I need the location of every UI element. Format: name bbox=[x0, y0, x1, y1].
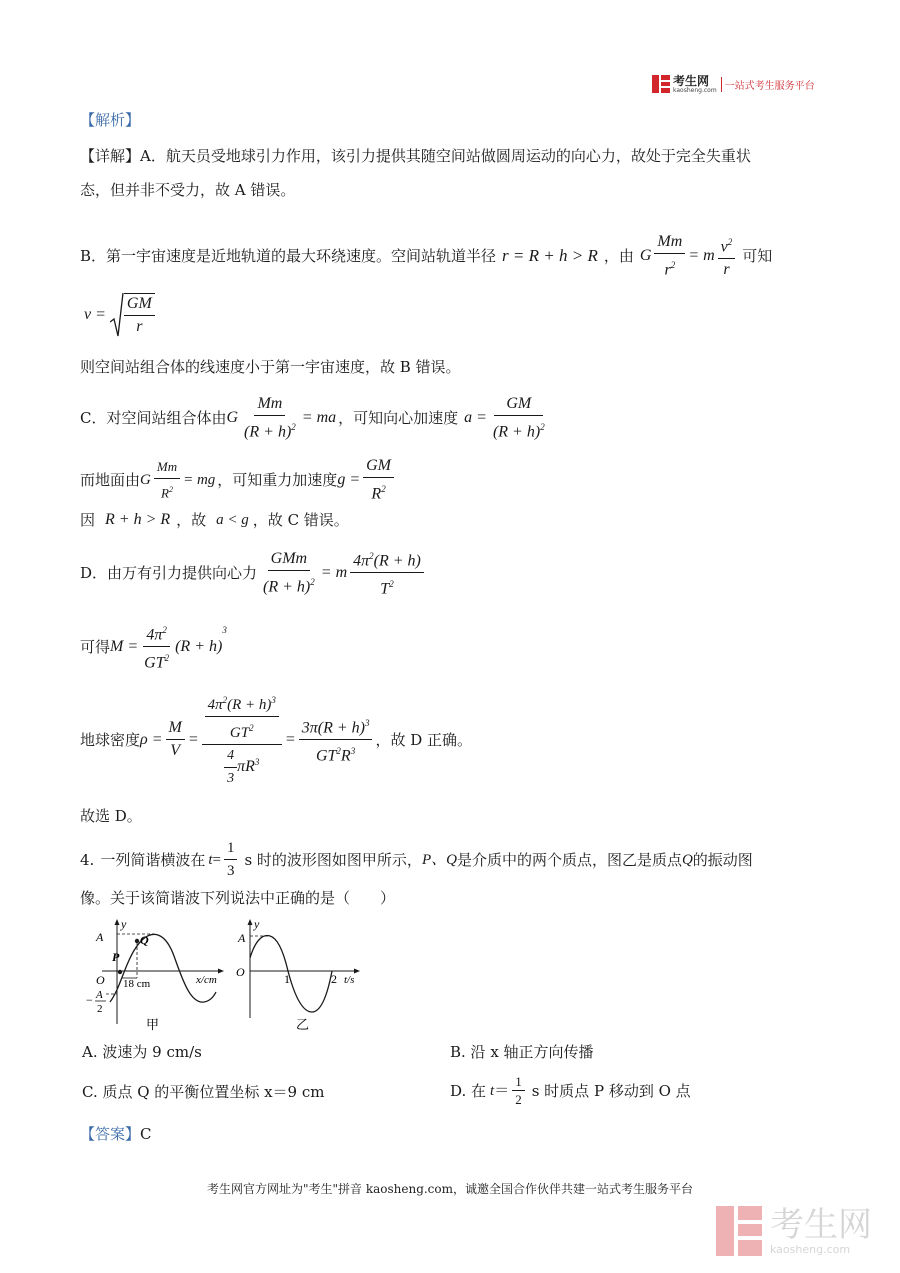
question-stem-line1 bbox=[80, 838, 753, 881]
detail-C-ground bbox=[80, 456, 397, 504]
option-D-half-fraction: $\frac{1}{2}$ bbox=[512, 1074, 525, 1107]
yi-t2-label: 2 bbox=[331, 972, 337, 986]
detail-C-so: ，故 bbox=[176, 511, 207, 529]
detail-tag: 【详解】 bbox=[80, 147, 141, 165]
detail-B-text: B．第一宇宙速度是近地轨道的最大环绕速度。空间站轨道半径 bbox=[80, 247, 497, 266]
question-stem-f: 的振动图 bbox=[692, 850, 753, 869]
watermark-brand: 考生网 bbox=[770, 1205, 872, 1245]
centripetal-force-eq: $\frac{\text{GMm}}{(R + h)^2}$ = m $\frac{4\pi^2(R + h)}{T^2}$ bbox=[257, 546, 427, 600]
question-stem-q: Q bbox=[681, 851, 693, 868]
jia-P-label: P bbox=[112, 950, 120, 964]
question-stem-d: 是介质中的两个质点，图乙是质点 bbox=[456, 850, 682, 869]
sqrt-sign-icon bbox=[110, 292, 124, 338]
detail-C-mid: ，可知向心加速度 bbox=[338, 409, 459, 428]
watermark-sub: kaosheng.com bbox=[770, 1243, 851, 1256]
jia-Q-label: Q bbox=[140, 933, 149, 947]
detail-D-line bbox=[80, 546, 427, 600]
detail-C-because-text: 因 bbox=[80, 511, 96, 529]
header-slogan: 一站式考生服务平台 bbox=[721, 77, 815, 92]
question-number: 4. bbox=[80, 850, 95, 869]
option-D-t: t bbox=[490, 1082, 495, 1099]
jia-A-label: A bbox=[96, 930, 104, 944]
yi-y-label: y bbox=[254, 917, 260, 931]
footer-text: 考生网官方网址为"考生"拼音 kaosheng.com，诚邀全国合作伙伴共建一站式考生服务平台 bbox=[206, 1182, 694, 1196]
yi-x-arrow-icon bbox=[354, 969, 360, 974]
detail-A-text: A．航天员受地球引力作用，该引力提供其随空间站做圆周运动的向心力，故处于完全失重状 bbox=[140, 147, 751, 165]
gravity-accel-eq: g = $\frac{GM}{R^2}$ bbox=[337, 456, 397, 504]
jia-dist-label: 18 cm bbox=[123, 978, 151, 990]
detail-C-ground-mid: ，可知重力加速度 bbox=[217, 471, 338, 490]
question-t: t bbox=[208, 851, 213, 868]
earth-density-eq: ρ = $\frac{M}{V}$ = $\frac{4\pi^2(R + h)^3}{GT^2}$ $\frac{4}{3}$ $\pi R^3$ = $\frac{3\pi(R + h)^3}{GT^2R^3}$ bbox=[140, 690, 375, 789]
detail-C-line bbox=[80, 394, 551, 442]
jia-O-label: O bbox=[96, 973, 105, 987]
velocity-symbol: v = bbox=[84, 306, 106, 323]
yi-t-axis-label: t/s bbox=[344, 974, 355, 986]
detail-D-mass bbox=[80, 620, 227, 674]
yi-vibration-curve bbox=[250, 936, 332, 1012]
detail-D-density bbox=[80, 690, 472, 789]
question-stem-pq: P、Q bbox=[421, 851, 457, 868]
orbit-radius-eq: r = R + h > R bbox=[502, 246, 598, 266]
vibration-graph-yi bbox=[228, 916, 368, 1036]
question-stem-a: 一列简谐横波在 bbox=[100, 850, 206, 869]
point-P-marker bbox=[118, 970, 122, 974]
detail-C-text: C．对空间站组合体由 bbox=[80, 409, 227, 428]
jia-neg-sign: − bbox=[86, 993, 93, 1007]
footer-watermark bbox=[716, 1206, 872, 1256]
yi-t1-label: 1 bbox=[284, 972, 290, 986]
option-D-post: s 时质点 P 移动到 O 点 bbox=[531, 1081, 691, 1100]
option-C[interactable]: C. 质点 Q 的平衡位置坐标 x＝9 cm bbox=[82, 1083, 325, 1101]
detail-C-because bbox=[80, 510, 349, 530]
yi-caption: 乙 bbox=[296, 1018, 310, 1033]
yi-y-arrow-icon bbox=[248, 919, 253, 925]
wave-graph-jia bbox=[82, 916, 232, 1036]
jia-x-label: x/cm bbox=[196, 974, 217, 986]
ground-gravity-eq: G $\frac{Mm}{R^2}$ = mg bbox=[140, 459, 216, 501]
detail-D-end: ，故 D 正确。 bbox=[375, 730, 473, 749]
question-eq: = bbox=[212, 851, 221, 868]
jia-y-label: y bbox=[121, 917, 127, 931]
option-D-pre: D. 在 bbox=[450, 1081, 487, 1100]
detail-B-suffix: 可知 bbox=[742, 247, 773, 266]
detail-B-line bbox=[80, 232, 772, 280]
header-brand-sub: kaosheng.com bbox=[673, 86, 717, 94]
gravity-equation: G $\frac{Mm}{r^2}$ = m $\frac{v^2}{r}$ bbox=[640, 232, 738, 280]
choose-line: 故选 D。 bbox=[80, 807, 142, 825]
detail-B-conclusion: 则空间站组合体的线速度小于第一宇宙速度，故 B 错误。 bbox=[80, 358, 461, 376]
detail-C-end: ，故 C 错误。 bbox=[252, 511, 349, 529]
detail-C-ground-text: 而地面由 bbox=[80, 471, 141, 490]
jia-half-den: 2 bbox=[97, 1003, 103, 1015]
time-third-fraction: $\frac{1}{3}$ bbox=[224, 838, 238, 881]
option-A[interactable]: A. 波速为 9 cm/s bbox=[82, 1043, 202, 1061]
jia-y-arrow-icon bbox=[115, 919, 120, 925]
yi-O-label: O bbox=[236, 965, 245, 979]
answer-value: C bbox=[140, 1125, 152, 1143]
radius-compare-eq: R + h > R bbox=[105, 511, 171, 528]
earth-mass-eq: M = $\frac{4\pi^2}{GT^2}$ (R + h) $^3$ bbox=[110, 620, 227, 674]
header-logo bbox=[652, 72, 815, 96]
option-B[interactable]: B. 沿 x 轴正方向传播 bbox=[450, 1043, 594, 1061]
velocity-formula: v = $\frac{GM}{r}$ bbox=[84, 292, 158, 338]
point-Q-marker bbox=[135, 939, 139, 943]
detail-D-density-text: 地球密度 bbox=[80, 730, 141, 749]
jia-wave-curve bbox=[110, 934, 216, 1002]
detail-B-by: ，由 bbox=[603, 247, 634, 266]
kaosheng-logo-icon bbox=[652, 75, 670, 93]
accel-compare-eq: a < g bbox=[216, 512, 249, 528]
station-gravity-eq: G $\frac{Mm}{(R + h)^2}$ = ma bbox=[226, 395, 337, 441]
analysis-tag: 【解析】 bbox=[80, 111, 141, 129]
option-D[interactable]: D. 在 t ＝ $\frac{1}{2}$ s 时质点 P 移动到 O 点 bbox=[450, 1074, 691, 1107]
jia-caption: 甲 bbox=[146, 1018, 160, 1033]
yi-A-label: A bbox=[238, 931, 246, 945]
detail-D-text: D．由万有引力提供向心力 bbox=[80, 563, 258, 582]
answer-tag: 【答案】 bbox=[80, 1125, 141, 1143]
header-brand: 考生网 bbox=[673, 73, 710, 88]
watermark-logo-icon bbox=[716, 1206, 762, 1256]
detail-D-get: 可得 bbox=[80, 637, 111, 656]
question-stem-b: s 时的波形图如图甲所示， bbox=[244, 850, 422, 869]
detail-A-line2: 态，但并非不受力，故 A 错误。 bbox=[80, 181, 296, 199]
centripetal-accel-eq: a = $\frac{GM}{(R + h)^2}$ bbox=[464, 395, 545, 441]
jia-half-num: A bbox=[96, 989, 103, 1001]
detail-A-line1 bbox=[80, 146, 751, 166]
answer-line bbox=[80, 1124, 152, 1144]
question-stem-line2: 像。关于该简谐波下列说法中正确的是（ ） bbox=[80, 889, 396, 907]
jia-x-arrow-icon bbox=[218, 969, 224, 974]
